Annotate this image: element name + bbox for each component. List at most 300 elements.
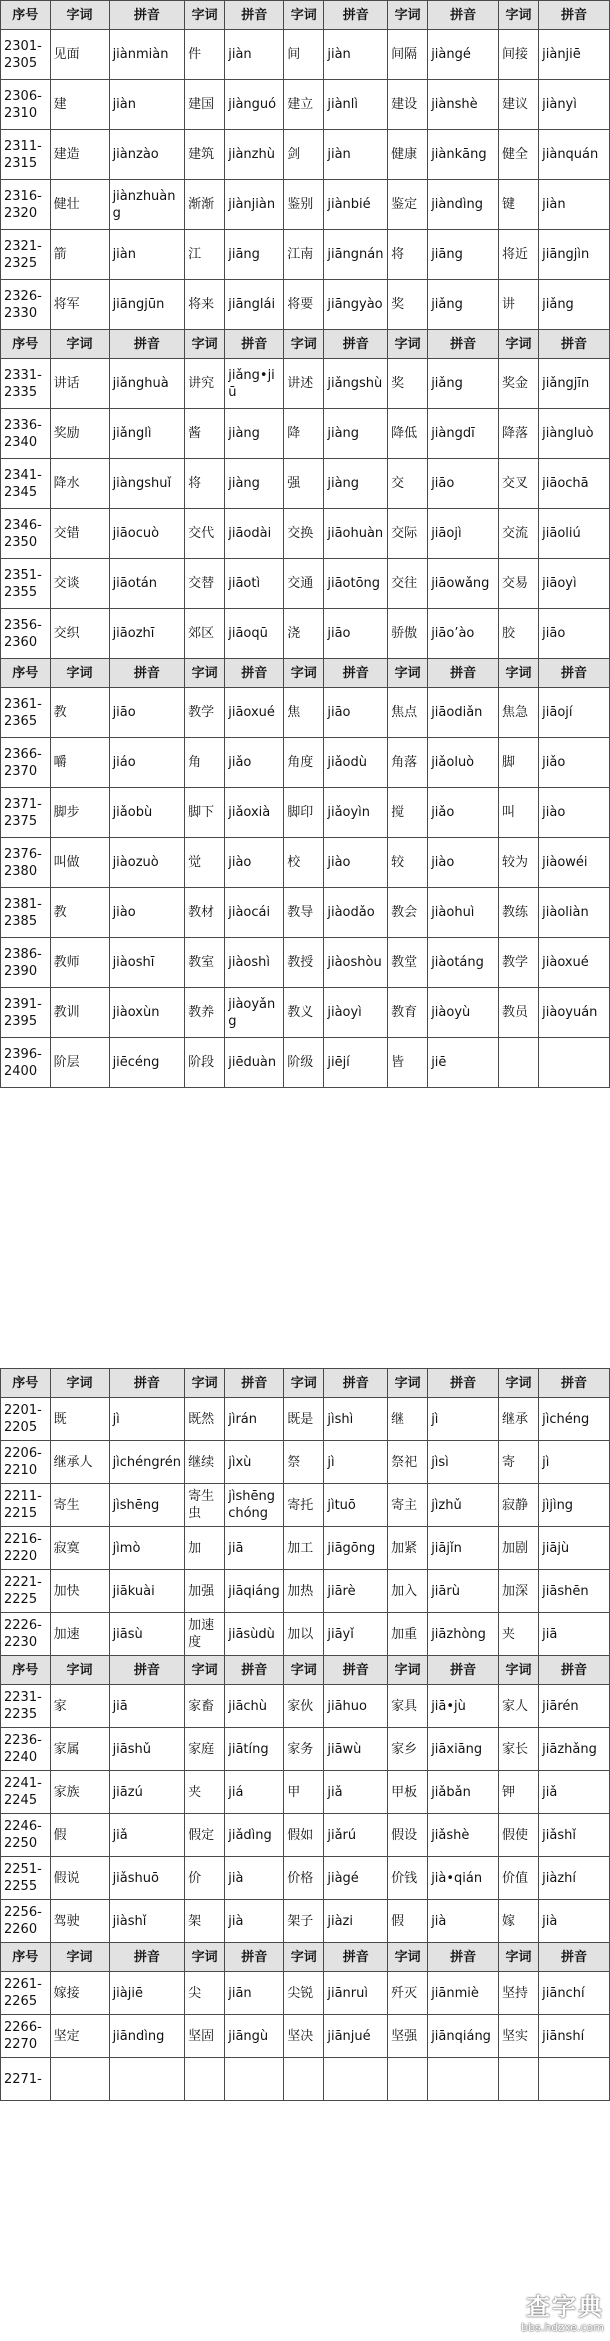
word-cell: 假定: [185, 1814, 225, 1857]
pinyin-cell: jìzhǔ: [428, 1484, 499, 1527]
pinyin-cell: jiànguó: [225, 80, 284, 130]
word-cell: 较: [388, 838, 428, 888]
table-row: [1, 1527, 610, 1570]
word-cell: 加深: [499, 1570, 539, 1613]
word-cell: 加工: [284, 1527, 324, 1570]
pinyin-cell: jiàozuò: [109, 838, 185, 888]
pinyin-cell: jiāotōng: [324, 559, 388, 609]
pinyin-cell: jiànlì: [324, 80, 388, 130]
word-cell: 家具: [388, 1685, 428, 1728]
word-cell: 件: [185, 30, 225, 80]
pinyin-cell: jiājù: [539, 1527, 610, 1570]
pinyin-cell: jiǎng: [428, 359, 499, 409]
header-word: 字词: [50, 1943, 109, 1972]
word-cell: 家伙: [284, 1685, 324, 1728]
word-cell: 较为: [499, 838, 539, 888]
word-cell: 箭: [50, 230, 109, 280]
word-cell: 奖金: [499, 359, 539, 409]
pinyin-cell: jiàoxué: [539, 938, 610, 988]
pinyin-cell: jiàoshì: [225, 938, 284, 988]
pinyin-cell: jiāshǔ: [109, 1728, 185, 1771]
word-cell: 家长: [499, 1728, 539, 1771]
row-index: 2321-2325: [1, 230, 51, 280]
word-cell: 讲: [499, 280, 539, 330]
pinyin-cell: jiàoyuán: [539, 988, 610, 1038]
pinyin-cell: jìsì: [428, 1441, 499, 1484]
pinyin-cell: jiān: [225, 1972, 284, 2015]
word-cell: 阶段: [185, 1038, 225, 1088]
table-row: [1, 1900, 610, 1943]
word-cell: 嫁: [499, 1900, 539, 1943]
row-index: 2261-2265: [1, 1972, 51, 2015]
word-cell: 健全: [499, 130, 539, 180]
word-cell: 既然: [185, 1398, 225, 1441]
word-cell: 教练: [499, 888, 539, 938]
row-index: 2311-2315: [1, 130, 51, 180]
pinyin-cell: jiàoshòu: [324, 938, 388, 988]
pinyin-cell: jiàngluò: [539, 409, 610, 459]
site-watermark: [454, 2293, 604, 2337]
header-row: [1, 659, 610, 688]
word-cell: 祭: [284, 1441, 324, 1484]
word-cell: 郊区: [185, 609, 225, 659]
pinyin-cell: jiāxiāng: [428, 1728, 499, 1771]
pinyin-cell: jiāoyì: [539, 559, 610, 609]
header-word: 字词: [284, 1656, 324, 1685]
word-cell: 加以: [284, 1613, 324, 1656]
pinyin-cell: [428, 2058, 499, 2101]
pinyin-cell: jiàodǎo: [324, 888, 388, 938]
word-cell: 叫: [499, 788, 539, 838]
word-cell: 加重: [388, 1613, 428, 1656]
table-row: [1, 180, 610, 230]
row-index: 2266-2270: [1, 2015, 51, 2058]
word-cell: 讲述: [284, 359, 324, 409]
pinyin-cell: jiāochā: [539, 459, 610, 509]
table-row: [1, 1814, 610, 1857]
pinyin-cell: jiāo: [324, 609, 388, 659]
word-cell: 江南: [284, 230, 324, 280]
header-pinyin: 拼音: [539, 330, 610, 359]
word-cell: 寂静: [499, 1484, 539, 1527]
word-cell: 脚下: [185, 788, 225, 838]
word-cell: 家属: [50, 1728, 109, 1771]
pinyin-cell: jiàjiē: [109, 1972, 185, 2015]
header-word: 字词: [284, 330, 324, 359]
word-cell: 价: [185, 1857, 225, 1900]
row-index: 2361-2365: [1, 688, 51, 738]
word-cell: 建筑: [185, 130, 225, 180]
header-pinyin: 拼音: [428, 330, 499, 359]
pinyin-cell: jiāowǎng: [428, 559, 499, 609]
word-cell: 教育: [388, 988, 428, 1038]
pinyin-cell: jiākuài: [109, 1570, 185, 1613]
row-index: 2356-2360: [1, 609, 51, 659]
word-cell: 加剧: [499, 1527, 539, 1570]
pinyin-cell: jiāo: [428, 459, 499, 509]
pinyin-cell: jì: [324, 1441, 388, 1484]
word-cell: 焦: [284, 688, 324, 738]
header-row: [1, 1943, 610, 1972]
table-row: [1, 280, 610, 330]
pinyin-cell: jiārè: [324, 1570, 388, 1613]
table-row: [1, 838, 610, 888]
word-cell: 教: [50, 888, 109, 938]
pinyin-cell: jià: [225, 1900, 284, 1943]
row-index: 2301-2305: [1, 30, 51, 80]
header-word: 字词: [50, 330, 109, 359]
pinyin-cell: jiàgé: [324, 1857, 388, 1900]
pinyin-cell: jìchéngrén: [109, 1441, 185, 1484]
word-cell: 既: [50, 1398, 109, 1441]
header-word: 字词: [284, 1943, 324, 1972]
pinyin-cell: jiānshí: [539, 2015, 610, 2058]
word-cell: [185, 2058, 225, 2101]
row-index: 2201-2205: [1, 1398, 51, 1441]
pinyin-cell: jiàoyù: [428, 988, 499, 1038]
pinyin-cell: jiāngjūn: [109, 280, 185, 330]
word-cell: 祭祀: [388, 1441, 428, 1484]
pinyin-cell: jiànmiàn: [109, 30, 185, 80]
pinyin-cell: jiǎobù: [109, 788, 185, 838]
pinyin-cell: jiāqiáng: [225, 1570, 284, 1613]
header-word: 字词: [499, 1, 539, 30]
pinyin-cell: jiànkāng: [428, 130, 499, 180]
header-index: 序号: [1, 330, 51, 359]
word-cell: 脚印: [284, 788, 324, 838]
header-index: 序号: [1, 1656, 51, 1685]
pinyin-cell: jiāozhī: [109, 609, 185, 659]
pinyin-cell: jiàn: [539, 180, 610, 230]
pinyin-cell: jiāgōng: [324, 1527, 388, 1570]
header-pinyin: 拼音: [539, 1943, 610, 1972]
pinyin-cell: jiàocái: [225, 888, 284, 938]
pinyin-cell: jiàowéi: [539, 838, 610, 888]
pinyin-cell: jià: [539, 1900, 610, 1943]
word-cell: [499, 2058, 539, 2101]
header-pinyin: 拼音: [109, 1943, 185, 1972]
table-row: [1, 888, 610, 938]
pinyin-cell: jiàngé: [428, 30, 499, 80]
header-pinyin: 拼音: [324, 659, 388, 688]
pinyin-cell: jiǎshuō: [109, 1857, 185, 1900]
pinyin-cell: jiào: [428, 838, 499, 888]
word-cell: 教学: [499, 938, 539, 988]
pinyin-cell: jiǎo: [539, 738, 610, 788]
pinyin-cell: jìshēng: [109, 1484, 185, 1527]
header-index: 序号: [1, 659, 51, 688]
word-cell: 骄傲: [388, 609, 428, 659]
pinyin-cell: jiāo’ào: [428, 609, 499, 659]
word-cell: 加速: [50, 1613, 109, 1656]
row-index: 2221-2225: [1, 1570, 51, 1613]
pinyin-cell: jiāocuò: [109, 509, 185, 559]
header-pinyin: 拼音: [225, 330, 284, 359]
word-cell: 教材: [185, 888, 225, 938]
pinyin-cell: jiē: [428, 1038, 499, 1088]
word-cell: 将军: [50, 280, 109, 330]
header-index: 序号: [1, 1369, 51, 1398]
pinyin-cell: jiā: [225, 1527, 284, 1570]
pinyin-cell: jiāhuo: [324, 1685, 388, 1728]
header-pinyin: 拼音: [109, 1656, 185, 1685]
table-row: [1, 1972, 610, 2015]
pinyin-cell: jiá: [225, 1771, 284, 1814]
word-cell: 降低: [388, 409, 428, 459]
pinyin-cell: jiàn: [225, 30, 284, 80]
word-cell: 坚固: [185, 2015, 225, 2058]
word-cell: 坚决: [284, 2015, 324, 2058]
word-cell: 脚: [499, 738, 539, 788]
header-word: 字词: [499, 1943, 539, 1972]
pinyin-cell: [539, 1038, 610, 1088]
watermark-url: bbs.hdzxe.com: [521, 2321, 604, 2334]
row-index: 2351-2355: [1, 559, 51, 609]
word-cell: 继续: [185, 1441, 225, 1484]
pinyin-table-2: [0, 1368, 610, 2101]
word-cell: 教: [50, 688, 109, 738]
pinyin-cell: jiàng: [324, 459, 388, 509]
header-word: 字词: [185, 659, 225, 688]
pinyin-cell: jiànjiàn: [225, 180, 284, 230]
pinyin-cell: jiànbié: [324, 180, 388, 230]
table-row: [1, 1771, 610, 1814]
word-cell: 假使: [499, 1814, 539, 1857]
word-cell: 假说: [50, 1857, 109, 1900]
word-cell: 酱: [185, 409, 225, 459]
header-pinyin: 拼音: [109, 659, 185, 688]
header-word: 字词: [50, 1656, 109, 1685]
word-cell: 既是: [284, 1398, 324, 1441]
row-index: 2271-: [1, 2058, 51, 2101]
header-word: 字词: [388, 1943, 428, 1972]
word-cell: 阶层: [50, 1038, 109, 1088]
pinyin-cell: jiējí: [324, 1038, 388, 1088]
table-row: [1, 130, 610, 180]
pinyin-cell: jiānglái: [225, 280, 284, 330]
word-cell: 寄主: [388, 1484, 428, 1527]
pinyin-cell: jiā•jù: [428, 1685, 499, 1728]
word-cell: 奖: [388, 359, 428, 409]
pinyin-cell: jiàotáng: [428, 938, 499, 988]
word-cell: 角: [185, 738, 225, 788]
word-cell: 假设: [388, 1814, 428, 1857]
pinyin-cell: jiàng: [324, 409, 388, 459]
table-row: [1, 988, 610, 1038]
header-pinyin: 拼音: [324, 330, 388, 359]
row-index: 2341-2345: [1, 459, 51, 509]
pinyin-cell: jiàn: [324, 30, 388, 80]
word-cell: 建: [50, 80, 109, 130]
row-index: 2391-2395: [1, 988, 51, 1038]
pinyin-cell: jiā: [109, 1685, 185, 1728]
word-cell: 坚持: [499, 1972, 539, 2015]
pinyin-cell: jiào: [324, 838, 388, 888]
word-cell: 交流: [499, 509, 539, 559]
pinyin-cell: jiǎngjīn: [539, 359, 610, 409]
pinyin-cell: jiànyì: [539, 80, 610, 130]
row-index: 2396-2400: [1, 1038, 51, 1088]
word-cell: 教员: [499, 988, 539, 1038]
pinyin-table-1: [0, 0, 610, 1088]
pinyin-cell: jiāojì: [428, 509, 499, 559]
table-row: [1, 1857, 610, 1900]
word-cell: 觉: [185, 838, 225, 888]
word-cell: 交替: [185, 559, 225, 609]
header-pinyin: 拼音: [225, 1, 284, 30]
header-word: 字词: [185, 1369, 225, 1398]
pinyin-cell: jiǎodù: [324, 738, 388, 788]
pinyin-cell: jiāngnán: [324, 230, 388, 280]
word-cell: 教训: [50, 988, 109, 1038]
pinyin-cell: jìshì: [324, 1398, 388, 1441]
row-index: 2346-2350: [1, 509, 51, 559]
word-cell: 交换: [284, 509, 324, 559]
word-cell: 加紧: [388, 1527, 428, 1570]
pinyin-cell: jià: [428, 1900, 499, 1943]
word-cell: 架子: [284, 1900, 324, 1943]
word-cell: 尖锐: [284, 1972, 324, 2015]
word-cell: 交代: [185, 509, 225, 559]
pinyin-cell: jiǎngshù: [324, 359, 388, 409]
pinyin-cell: jiàng: [225, 409, 284, 459]
pinyin-cell: jiàoshī: [109, 938, 185, 988]
header-pinyin: 拼音: [428, 1369, 499, 1398]
row-index: 2381-2385: [1, 888, 51, 938]
word-cell: 交织: [50, 609, 109, 659]
word-cell: 焦点: [388, 688, 428, 738]
header-word: 字词: [50, 659, 109, 688]
pinyin-cell: jiāsù: [109, 1613, 185, 1656]
pinyin-cell: jiāohuàn: [324, 509, 388, 559]
table-row: [1, 609, 610, 659]
word-cell: 建国: [185, 80, 225, 130]
word-cell: 交易: [499, 559, 539, 609]
row-index: 2366-2370: [1, 738, 51, 788]
header-pinyin: 拼音: [539, 1656, 610, 1685]
word-cell: 坚实: [499, 2015, 539, 2058]
pinyin-cell: jiǎng•jiū: [225, 359, 284, 409]
pinyin-cell: jiāwù: [324, 1728, 388, 1771]
row-index: 2241-2245: [1, 1771, 51, 1814]
word-cell: 尖: [185, 1972, 225, 2015]
header-row: [1, 1369, 610, 1398]
word-cell: 将: [185, 459, 225, 509]
watermark-logo: 查字典: [526, 2293, 604, 2321]
word-cell: 角落: [388, 738, 428, 788]
row-index: 2216-2220: [1, 1527, 51, 1570]
word-cell: 鉴定: [388, 180, 428, 230]
table-row: [1, 1484, 610, 1527]
word-cell: 价格: [284, 1857, 324, 1900]
word-cell: 奖励: [50, 409, 109, 459]
header-word: 字词: [499, 659, 539, 688]
word-cell: 交际: [388, 509, 428, 559]
header-word: 字词: [388, 1656, 428, 1685]
word-cell: 嫁接: [50, 1972, 109, 2015]
table-row: [1, 2058, 610, 2101]
pinyin-cell: jiǎbǎn: [428, 1771, 499, 1814]
header-word: 字词: [388, 330, 428, 359]
word-cell: 假: [388, 1900, 428, 1943]
pinyin-cell: [225, 2058, 284, 2101]
word-cell: 降水: [50, 459, 109, 509]
header-word: 字词: [185, 330, 225, 359]
pinyin-cell: jiàoliàn: [539, 888, 610, 938]
word-cell: 降落: [499, 409, 539, 459]
header-pinyin: 拼音: [539, 1, 610, 30]
word-cell: 继承: [499, 1398, 539, 1441]
pinyin-cell: [109, 2058, 185, 2101]
pinyin-cell: jiāo: [109, 688, 185, 738]
word-cell: 建立: [284, 80, 324, 130]
table-row: [1, 80, 610, 130]
pinyin-cell: jiǎoxià: [225, 788, 284, 838]
table-row: [1, 738, 610, 788]
pinyin-cell: jiāojí: [539, 688, 610, 738]
table-row: [1, 1613, 610, 1656]
pinyin-cell: jiāsùdù: [225, 1613, 284, 1656]
header-word: 字词: [185, 1656, 225, 1685]
word-cell: 焦急: [499, 688, 539, 738]
pinyin-cell: jiànzhù: [225, 130, 284, 180]
row-index: 2226-2230: [1, 1613, 51, 1656]
header-row: [1, 330, 610, 359]
word-cell: 寄: [499, 1441, 539, 1484]
pinyin-cell: jiāoqū: [225, 609, 284, 659]
pinyin-cell: jiàndìng: [428, 180, 499, 230]
pinyin-cell: jìjìng: [539, 1484, 610, 1527]
header-word: 字词: [185, 1943, 225, 1972]
word-cell: 甲: [284, 1771, 324, 1814]
word-cell: 价值: [499, 1857, 539, 1900]
pinyin-cell: jiàn: [324, 130, 388, 180]
pinyin-cell: jiāotán: [109, 559, 185, 609]
word-cell: [499, 1038, 539, 1088]
table-row: [1, 688, 610, 738]
header-pinyin: 拼音: [225, 1943, 284, 1972]
row-index: 2316-2320: [1, 180, 51, 230]
pinyin-cell: jiào: [109, 888, 185, 938]
word-cell: 皆: [388, 1038, 428, 1088]
pinyin-cell: jiàoxùn: [109, 988, 185, 1038]
word-cell: 健壮: [50, 180, 109, 230]
word-cell: 教师: [50, 938, 109, 988]
pinyin-cell: jiāngù: [225, 2015, 284, 2058]
pinyin-cell: jiáo: [109, 738, 185, 788]
pinyin-cell: jiǎ: [539, 1771, 610, 1814]
word-cell: 将: [388, 230, 428, 280]
pinyin-cell: jiārù: [428, 1570, 499, 1613]
word-cell: 奖: [388, 280, 428, 330]
table-gap: [0, 1345, 610, 1365]
pinyin-cell: jiǎnglì: [109, 409, 185, 459]
word-cell: 阶级: [284, 1038, 324, 1088]
header-word: 字词: [284, 1, 324, 30]
pinyin-cell: jiàng: [225, 459, 284, 509]
table-row: [1, 409, 610, 459]
pinyin-cell: jiàohuì: [428, 888, 499, 938]
header-word: 字词: [499, 1369, 539, 1398]
header-pinyin: 拼音: [428, 1, 499, 30]
word-cell: 教学: [185, 688, 225, 738]
word-cell: 驾驶: [50, 1900, 109, 1943]
header-word: 字词: [388, 1369, 428, 1398]
word-cell: 交通: [284, 559, 324, 609]
word-cell: 将来: [185, 280, 225, 330]
word-cell: 歼灭: [388, 1972, 428, 2015]
pinyin-cell: jiājǐn: [428, 1527, 499, 1570]
